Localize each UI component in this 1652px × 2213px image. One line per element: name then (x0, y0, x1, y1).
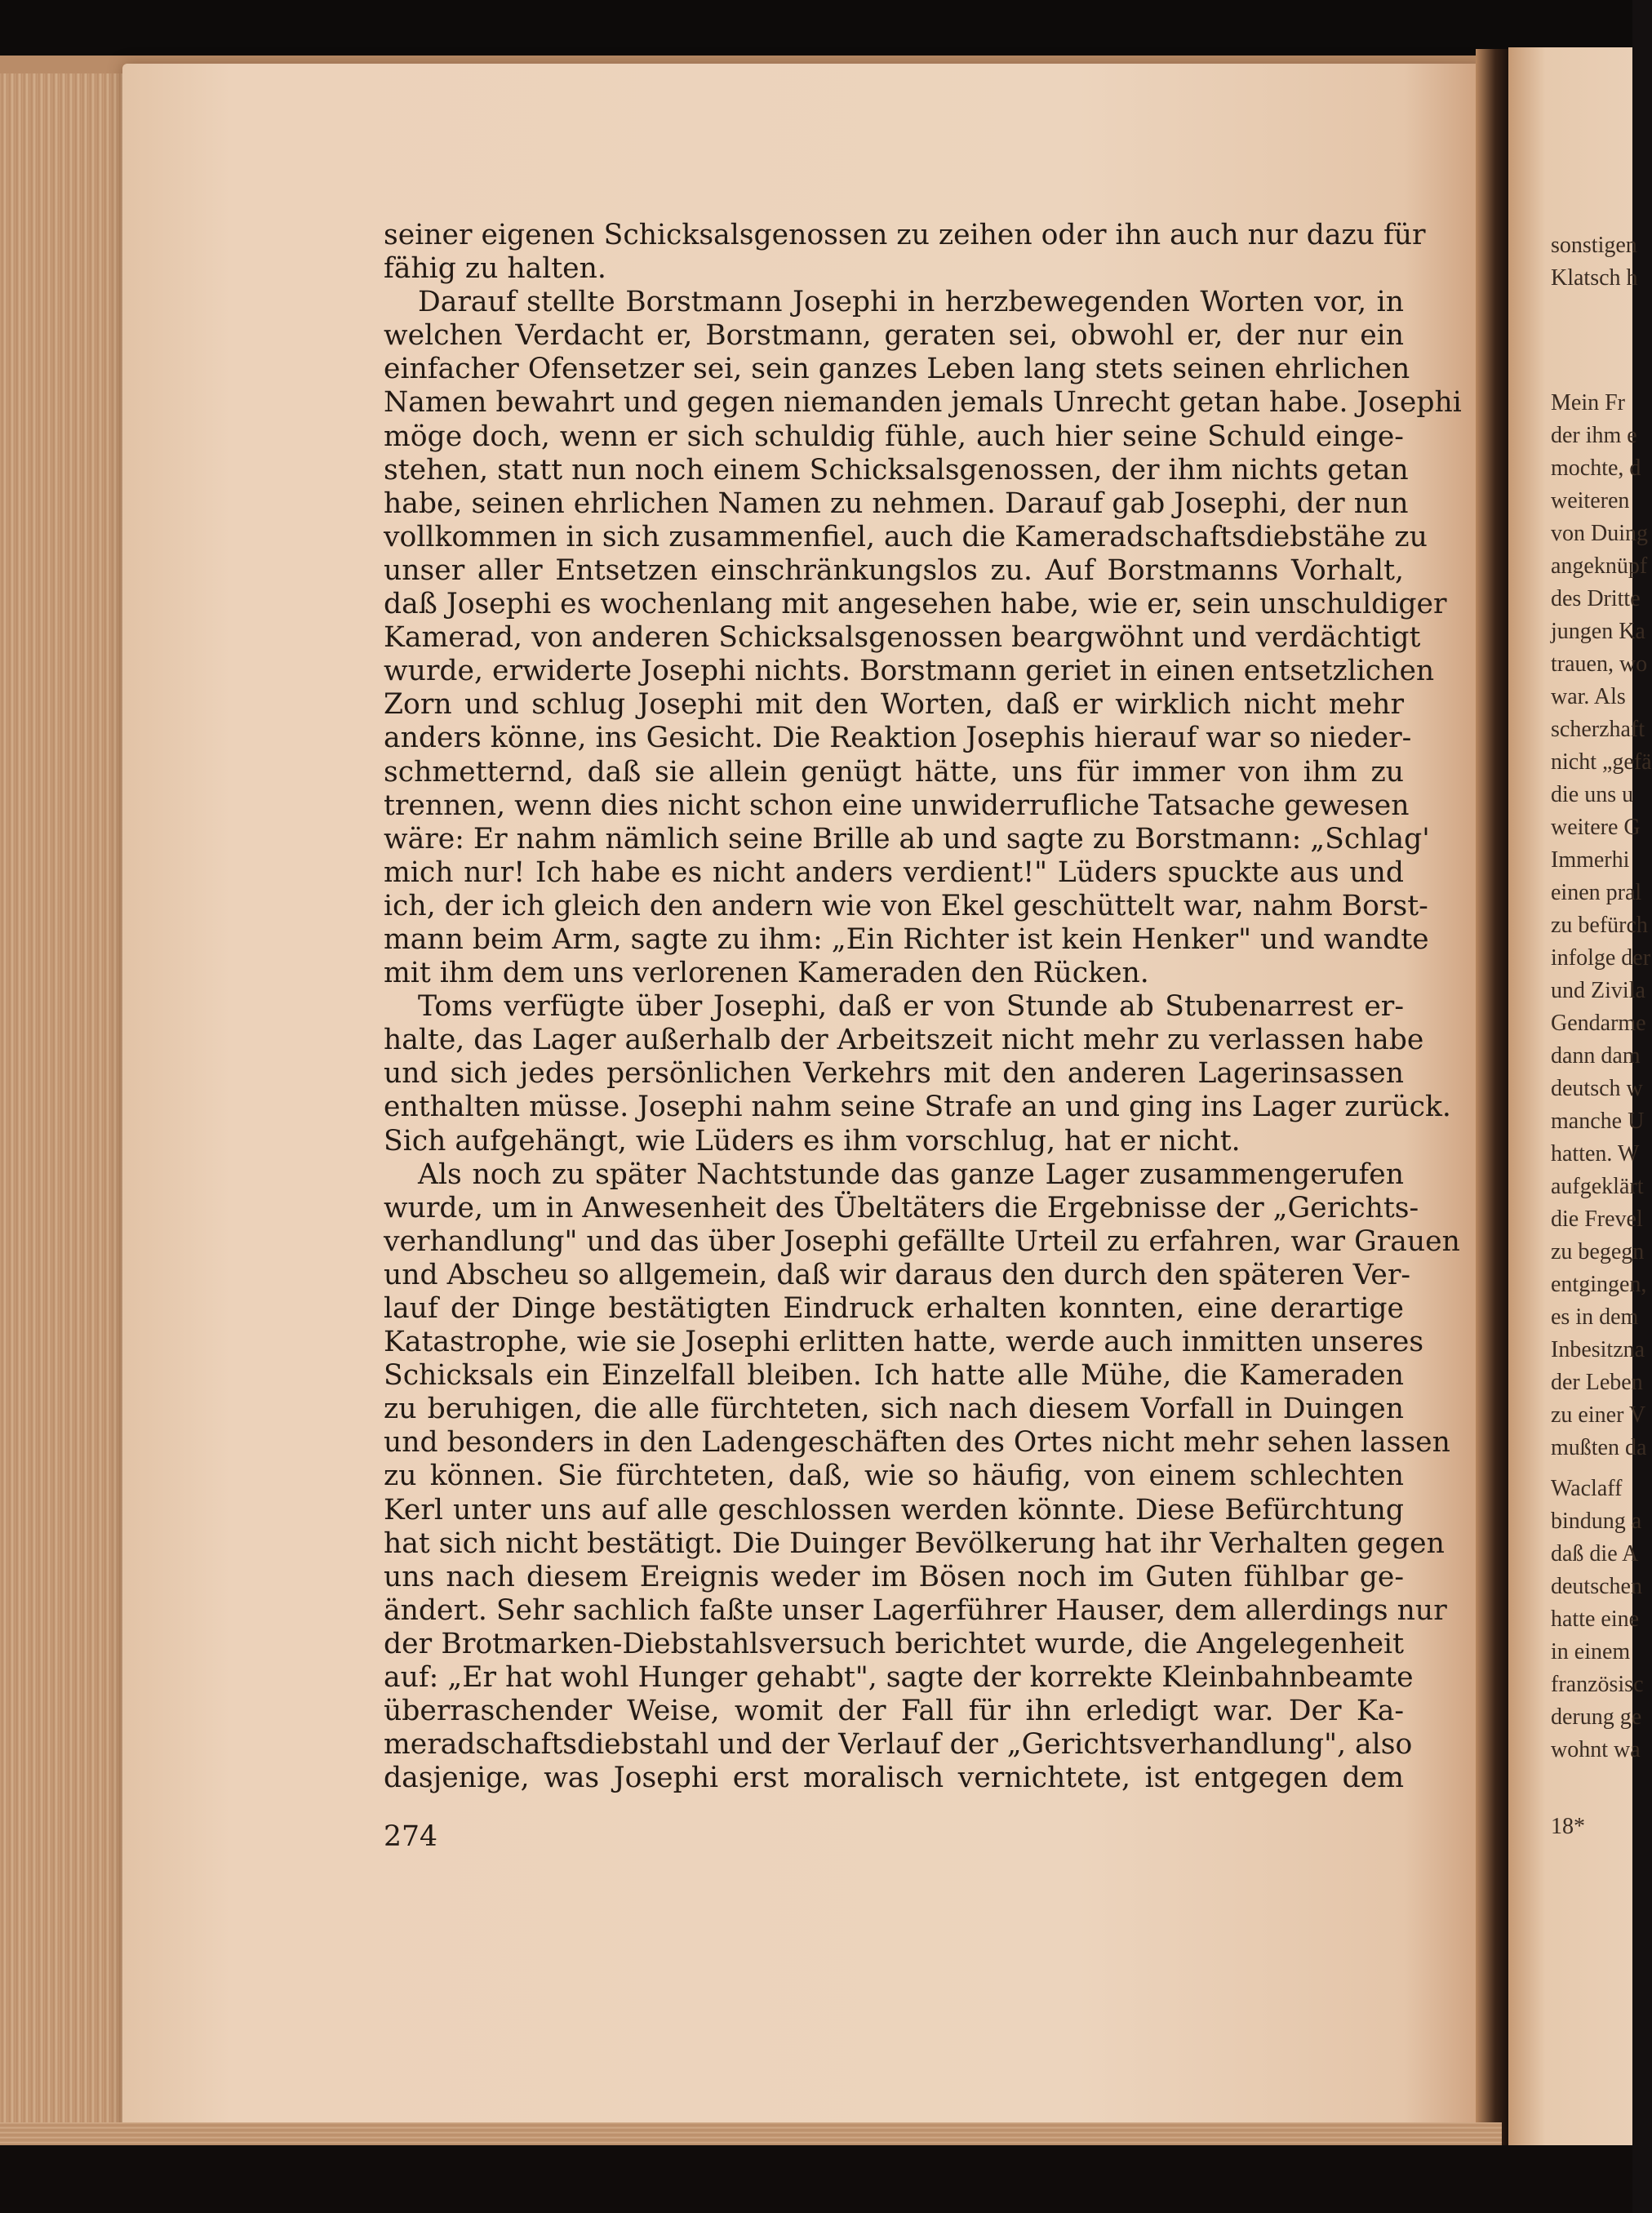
text-line: dasjenige, was Josephi erst moralisch vernichtete, ist entgegen dem (384, 1762, 1404, 1795)
right-page-fragment: in einem (1551, 1639, 1631, 1664)
page-number: 274 (384, 1820, 437, 1853)
right-page-fragment: mochte, d (1551, 455, 1641, 481)
right-page-fragment: Immerhi (1551, 847, 1630, 873)
right-page-fragment: deutsch w (1551, 1076, 1643, 1101)
right-page-fragment: hatte eine (1551, 1606, 1640, 1632)
right-page-fragment: mußten da (1551, 1435, 1647, 1460)
right-page-fragment: es in dem (1551, 1304, 1639, 1330)
text-line: wurde, um in Anwesenheit des Übeltäters die Ergebnisse der „Gerichts- (384, 1191, 1419, 1224)
text-line: Als noch zu später Nachtstunde das ganze Lager zusammengerufen (418, 1158, 1404, 1191)
text-line: stehen, statt nun noch einem Schicksalsgenossen, der ihm nichts getan (384, 453, 1409, 487)
right-page-fragment: die Frevel (1551, 1206, 1643, 1232)
text-line: vollkommen in sich zusammenfiel, auch die Kameradschaftsdiebstähe zu (384, 520, 1428, 553)
text-line: seiner eigenen Schicksalsgenossen zu zeihen oder ihn auch nur dazu für (384, 219, 1426, 251)
text-line: und sich jedes persönlichen Verkehrs mit den anderen Lagerinsassen (384, 1057, 1404, 1091)
right-page-fragment: Mein Fr (1551, 390, 1625, 415)
main-text (384, 219, 1462, 1795)
right-page-fragment: einen pral (1551, 880, 1642, 905)
right-page-fragment: von Duing (1551, 521, 1648, 546)
text-line: unser aller Entsetzen einschränkungslos zu. Auf Borstmanns Vorhalt, (384, 553, 1404, 587)
text-line: ändert. Sehr sachlich faßte unser Lagerführer Hauser, dem allerdings nur (384, 1593, 1447, 1627)
text-line: welchen Verdacht er, Borstmann, geraten sei, obwohl er, der nur ein (384, 319, 1404, 353)
right-page-fragment: hatten. W (1551, 1141, 1640, 1166)
text-line: möge doch, wenn er sich schuldig fühle, auch hier seine Schuld einge- (384, 420, 1404, 453)
text-line: Namen bewahrt und gegen niemanden jemals Unrecht getan habe. Josephi (384, 386, 1462, 420)
text-line: zu können. Sie fürchteten, daß, wie so häufig, von einem schlechten (384, 1460, 1404, 1493)
right-page-fragment: französisc (1551, 1672, 1644, 1697)
right-page-fragment: Inbesitzna (1551, 1337, 1645, 1362)
book-gutter (1476, 49, 1508, 2155)
text-line: ich, der ich gleich den andern wie von Ekel geschüttelt war, nahm Borst- (384, 889, 1428, 922)
right-page-fragment: manche U (1551, 1109, 1645, 1134)
text-line: lauf der Dinge bestätigten Eindruck erhalten konnten, eine derartige (384, 1292, 1404, 1325)
right-page-fragment: jungen Ka (1551, 619, 1645, 644)
right-page-fragment: zu begegn (1551, 1239, 1645, 1264)
text-line: Darauf stellte Borstmann Josephi in herzbewegenden Worten vor, in (418, 286, 1404, 319)
text-line: mich nur! Ich habe es nicht anders verdient!" Lüders spuckte aus und (384, 855, 1404, 889)
text-line: Kerl unter uns auf alle geschlossen werden könnte. Diese Befürchtung (384, 1493, 1404, 1526)
right-page-fragment: derung ge (1551, 1704, 1642, 1730)
right-page-fragment: entgingen, (1551, 1272, 1647, 1297)
text-line: zu beruhigen, die alle fürchteten, sich nach diesem Vorfall in Duingen (384, 1393, 1404, 1426)
text-line: fähig zu halten. (384, 252, 606, 286)
right-page-fragment: trauen, wo (1551, 651, 1648, 677)
text-line: Sich aufgehängt, wie Lüders es ihm vorschlug, hat er nicht. (384, 1124, 1241, 1158)
text-line: Toms verfügte über Josephi, daß er von Stunde ab Stubenarrest er- (418, 990, 1404, 1024)
text-line: überraschender Weise, womit der Fall für ihn erledigt war. Der Ka- (384, 1695, 1404, 1728)
right-page-fragment: daß die A (1551, 1541, 1639, 1566)
text-line: uns nach diesem Ereignis weder im Bösen noch im Guten fühlbar ge- (384, 1560, 1404, 1593)
right-page-fragment: nicht „gefä (1551, 749, 1652, 775)
text-line: Zorn und schlug Josephi mit den Worten, daß er wirklich nicht mehr (384, 688, 1404, 722)
text-line: wäre: Er nahm nämlich seine Brille ab und sagte zu Borstmann: „Schlag' (384, 822, 1430, 855)
right-page-fragment: angeknüpf (1551, 553, 1648, 579)
right-page-fragment: der ihm e (1551, 423, 1637, 448)
text-line: Schicksals ein Einzelfall bleiben. Ich hatte alle Mühe, die Kameraden (384, 1359, 1404, 1393)
right-page-fragment: scherzhaft (1551, 717, 1645, 742)
text-line: habe, seinen ehrlichen Namen zu nehmen. Darauf gab Josephi, der nun (384, 487, 1409, 520)
text-line: daß Josephi es wochenlang mit angesehen habe, wie er, sein unschuldiger (384, 588, 1447, 621)
text-line: auf: „Er hat wohl Hunger gehabt", sagte der korrekte Kleinbahnbeamte (384, 1661, 1414, 1695)
right-page-fragment: des Dritte (1551, 586, 1641, 611)
right-page-fragment: Klatsch h (1551, 265, 1638, 291)
right-page-fragment: sonstigen (1551, 233, 1637, 258)
text-line: anders könne, ins Gesicht. Die Reaktion Josephis hierauf war so nieder- (384, 722, 1412, 755)
text-line: enthalten müsse. Josephi nahm seine Strafe an und ging ins Lager zurück. (384, 1091, 1451, 1124)
right-page-fragment: und Zivila (1551, 978, 1645, 1003)
right-page-fragment: wohnt wa (1551, 1737, 1641, 1762)
right-page-fragment: weitere G (1551, 815, 1641, 840)
right-page-fragment: war. Als (1551, 684, 1626, 709)
text-line: und Abscheu so allgemein, daß wir daraus den durch den späteren Ver- (384, 1258, 1411, 1291)
text-line: Kamerad, von anderen Schicksalsgenossen beargwöhnt und verdächtigt (384, 621, 1421, 655)
right-page-fragment: Waclaff (1551, 1476, 1623, 1501)
text-line: und besonders in den Ladengeschäften des Ortes nicht mehr sehen lassen (384, 1426, 1450, 1460)
page-bottom-edges (0, 2122, 1502, 2147)
background-bottom (0, 2145, 1632, 2213)
right-page-fragment: dann dam (1551, 1043, 1641, 1069)
text-line: halte, das Lager außerhalb der Arbeitszeit nicht mehr zu verlassen habe (384, 1024, 1424, 1057)
right-page-fragment: zu befürch (1551, 913, 1648, 938)
right-page-fragment: weiteren (1551, 488, 1630, 513)
text-line: wurde, erwiderte Josephi nichts. Borstmann geriet in einen entsetzlichen (384, 655, 1435, 688)
text-line: mit ihm dem uns verlorenen Kameraden den Rücken. (384, 957, 1149, 990)
right-page-fragment: Gendarme (1551, 1011, 1646, 1036)
text-line: verhandlung" und das über Josephi gefällte Urteil zu erfahren, war Grauen (384, 1224, 1460, 1258)
right-page-fragment: der Leben (1551, 1370, 1643, 1395)
text-line: meradschaftsdiebstahl und der Verlauf der „Gerichtsverhandlung", also (384, 1728, 1413, 1762)
right-page-fragment: zu einer V (1551, 1402, 1646, 1428)
right-page-fragment: bindung a (1551, 1509, 1642, 1534)
text-line: Katastrophe, wie sie Josephi erlitten hatte, werde auch inmitten unseres (384, 1326, 1424, 1359)
text-line: hat sich nicht bestätigt. Die Duinger Bevölkerung hat ihr Verhalten gegen (384, 1526, 1445, 1560)
text-line: einfacher Ofensetzer sei, sein ganzes Leben lang stets seinen ehrlichen (384, 353, 1410, 386)
text-line: der Brotmarken-Diebstahlsversuch berichtet wurde, die Angelegenheit (384, 1627, 1404, 1660)
text-line: trennen, wenn dies nicht schon eine unwiderrufliche Tatsache gewesen (384, 789, 1410, 822)
right-page-fragment: infolge der (1551, 945, 1651, 971)
text-line: schmetternd, daß sie allein genügt hätte, uns für immer von ihm zu (384, 755, 1404, 789)
right-page-fragment: deutschen (1551, 1574, 1642, 1599)
text-line: mann beim Arm, sagte zu ihm: „Ein Richter ist kein Henker" und wandte (384, 922, 1429, 956)
page-edges (0, 73, 139, 2131)
right-page-fragment: die uns u (1551, 782, 1634, 807)
right-page-fragment: 18* (1551, 1814, 1585, 1839)
right-page-fragment: aufgeklärt (1551, 1174, 1644, 1199)
